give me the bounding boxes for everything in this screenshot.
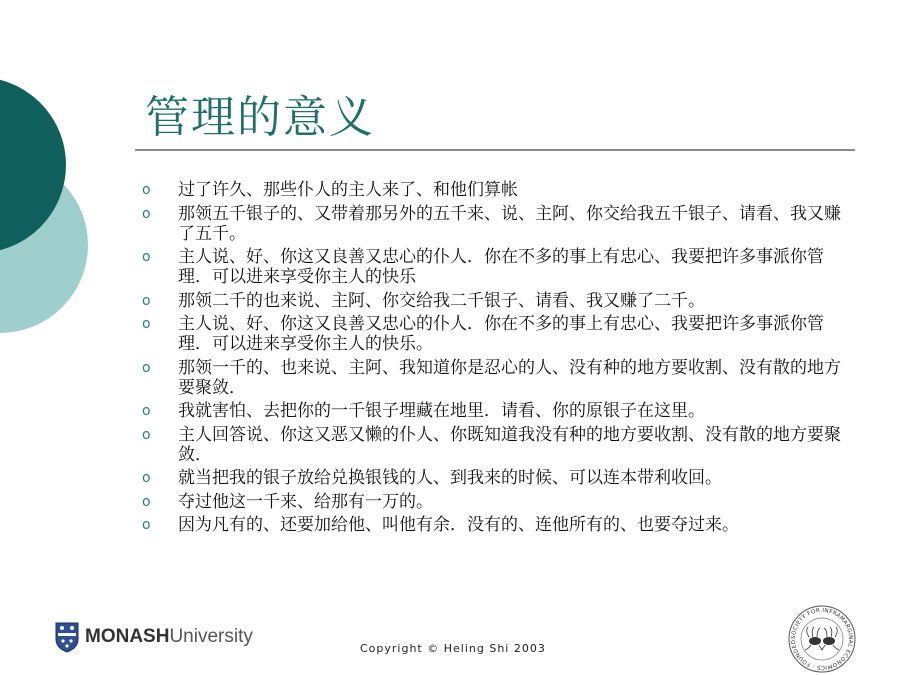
- bullet-marker-icon: o: [142, 249, 151, 265]
- bullet-marker-icon: o: [142, 359, 151, 376]
- bullet-item: [140, 247, 850, 287]
- bullet-item: [140, 314, 850, 354]
- bullet-item: [140, 291, 850, 311]
- bullet-marker-icon: o: [142, 517, 151, 533]
- monash-university-logo: [54, 621, 253, 653]
- bullet-list: [140, 180, 850, 539]
- bullet-item: [140, 358, 850, 398]
- society-seal-icon: [787, 604, 857, 674]
- svg-text:SOCIETY FOR INFRAMARGINAL ECON: SOCIETY FOR INFRAMARGINAL ECONOMICS · FOUNDED: [790, 607, 854, 671]
- bullet-marker-icon: o: [142, 493, 151, 510]
- bullet-item: [140, 425, 850, 465]
- bullet-text: 因为凡有的、还要加给他、叫他有余．没有的、连他所有的、也要夺过来。: [178, 515, 739, 535]
- bullet-text: 那领五千银子的、又带着那另外的五千来、说、主阿、你交给我五千银子、请看、我又赚了五千。: [178, 203, 841, 244]
- bullet-item: [140, 180, 850, 200]
- bullet-item: [140, 401, 850, 421]
- bullet-marker-icon: o: [142, 403, 151, 419]
- logo-name-bold: MONASH: [85, 626, 170, 647]
- decorative-circles: [0, 0, 160, 400]
- bullet-marker-icon: o: [142, 426, 151, 443]
- bullet-item: [140, 515, 850, 535]
- bullet-text: 就当把我的银子放给兑换银钱的人、到我来的时候、可以连本带利收回。: [178, 468, 722, 488]
- bullet-text: 那领一千的、也来说、主阿、我知道你是忍心的人、没有种的地方要收割、没有散的地方要聚敛．: [178, 357, 841, 398]
- bullet-marker-icon: o: [142, 205, 151, 222]
- bullet-marker-icon: o: [142, 182, 151, 198]
- bullet-item: [140, 492, 850, 512]
- bullet-marker-icon: o: [142, 316, 151, 332]
- bullet-text: 主人说、好、你这又良善又忠心的仆人．你在不多的事上有忠心、我要把许多事派你管理．可以进来享受你主人的快乐: [178, 247, 824, 287]
- slide-title: 管理的意义: [145, 92, 375, 143]
- title-underline: [135, 149, 855, 151]
- bullet-text: 我就害怕、去把你的一千银子埋藏在地里．请看、你的原银子在这里。: [178, 401, 705, 421]
- bullet-text: 那领二千的也来说、主阿、你交给我二千银子、请看、我又赚了二千。: [178, 290, 705, 311]
- bullet-text: 过了许久、那些仆人的主人来了、和他们算帐: [178, 180, 518, 200]
- bullet-item: [140, 468, 850, 488]
- logo-name-light: University: [169, 626, 253, 647]
- bullet-text: 主人回答说、你这又恶又懒的仆人、你既知道我没有种的地方要收割、没有散的地方要聚敛．: [178, 424, 841, 465]
- monash-crest-icon: [54, 621, 80, 653]
- bullet-text: 主人说、好、你这又良善又忠心的仆人．你在不多的事上有忠心、我要把许多事派你管理．可以进来享受你主人的快乐。: [178, 314, 824, 354]
- bullet-marker-icon: o: [142, 470, 151, 486]
- bullet-marker-icon: o: [142, 292, 151, 309]
- bullet-text: 夺过他这一千来、给那有一万的。: [178, 491, 433, 512]
- bullet-item: [140, 204, 850, 244]
- copyright-footer: Copyright © Heling Shi 2003: [360, 642, 546, 655]
